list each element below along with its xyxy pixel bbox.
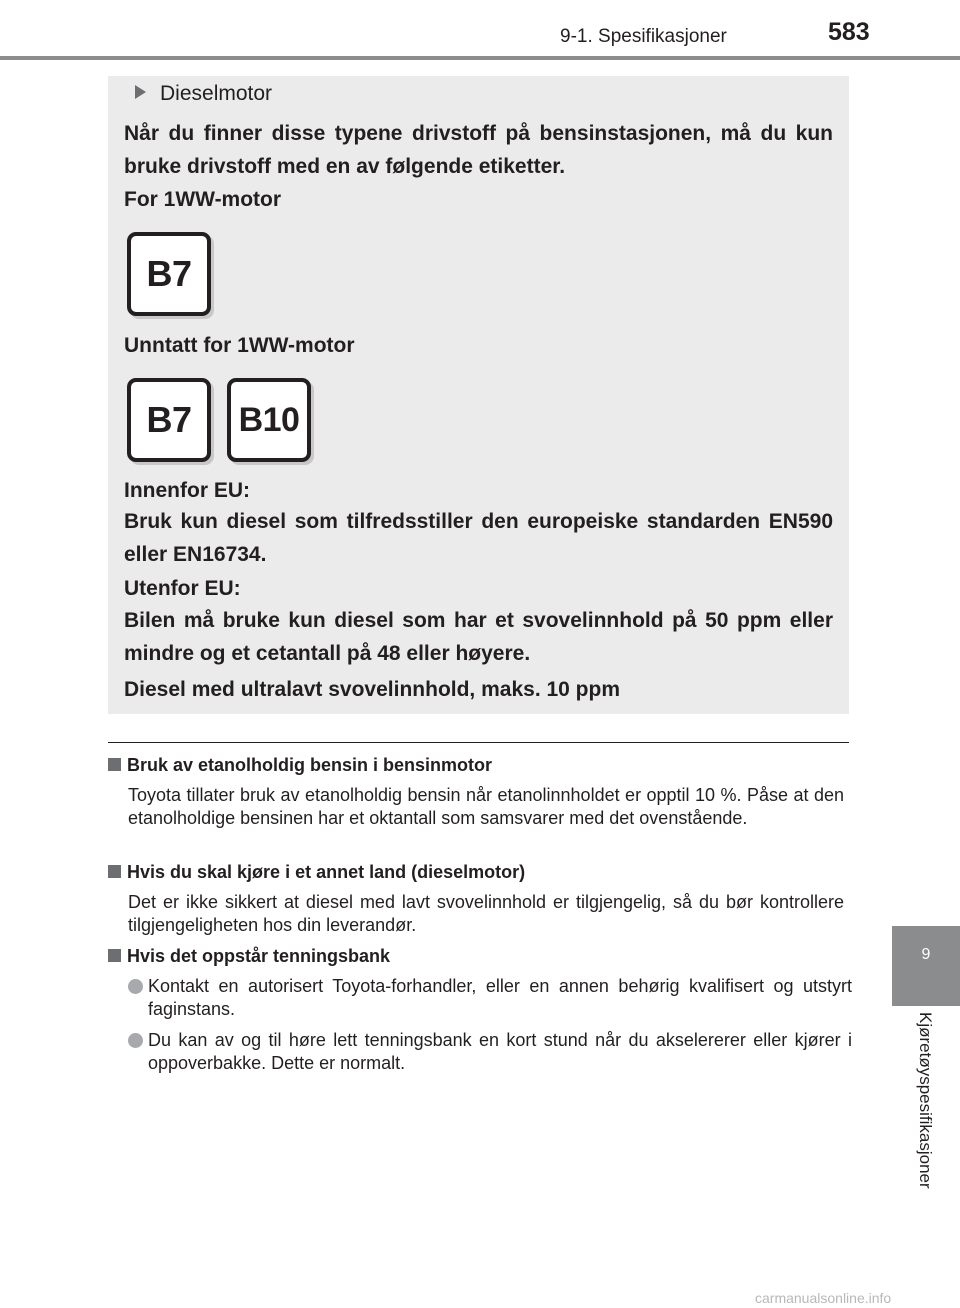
fuel-label-b7 (127, 378, 211, 462)
section-title (108, 862, 525, 883)
fuel-label-b7 (127, 232, 211, 316)
eu-title: Innenfor EU: (124, 479, 250, 502)
square-bullet-icon (108, 758, 121, 771)
header-rule (0, 56, 960, 60)
outside-eu-title: Utenfor EU: (124, 577, 241, 600)
triangle-bullet-icon (135, 85, 146, 99)
box-heading-text: Dieselmotor (160, 82, 273, 105)
for-1ww-label: For 1WW-motor (124, 188, 282, 211)
except-1ww-label: Unntatt for 1WW-motor (124, 334, 355, 357)
section-text: Det er ikke sikkert at diesel med lavt svovelinnhold er tilgjengelig, så du bør kontrollere tilgjengeligheten hos din leverandør. (128, 892, 844, 935)
box-heading (135, 82, 272, 106)
watermark: carmanualsonline.info (755, 1290, 892, 1306)
list-item (128, 1029, 852, 1075)
circle-bullet-icon (128, 1033, 143, 1048)
chapter-number: 9 (921, 946, 931, 963)
section-text: Toyota tillater bruk av etanolholdig bensin når etanolinnholdet er opptil 10 %. Påse at den etanolholdige bensinen har et oktantall som samsvarer med det ovenstående. (128, 785, 844, 828)
box-intro: Når du finner disse typene drivstoff på bensinstasjonen, må du kun bruke drivstoff med en av følgende etiketter. (124, 122, 833, 178)
eu-text: Bruk kun diesel som tilfredsstiller den europeiske standarden EN590 eller EN16734. (124, 510, 833, 566)
square-bullet-icon (108, 865, 121, 878)
fuel-label-text: B10 (238, 400, 300, 439)
ultra-low-sulfur-note: Diesel med ultralavt svovelinnhold, maks. 10 ppm (124, 678, 621, 701)
square-bullet-icon (108, 949, 121, 962)
section-title-text: Hvis du skal kjøre i et annet land (dieselmotor) (127, 862, 526, 882)
outside-eu-text: Bilen må bruke kun diesel som har et svovelinnhold på 50 ppm eller mindre og et cetantall på 48 eller høyere. (124, 609, 833, 665)
list-item-text: Du kan av og til høre lett tenningsbank en kort stund når du akselererer eller kjører i oppoverbakke. Dette er normalt. (148, 1030, 852, 1073)
list-item-text: Kontakt en autorisert Toyota-forhandler, eller en annen behørig kvalifisert og utstyrt faginstans. (148, 976, 852, 1019)
section-title-text: Hvis det oppstår tenningsbank (127, 946, 391, 966)
section-title (108, 755, 492, 776)
section-title-text: Bruk av etanolholdig bensin i bensinmotor (127, 755, 493, 775)
fuel-label-text: B7 (146, 253, 192, 294)
chapter-tab[interactable] (892, 926, 960, 1006)
fuel-label-b10 (227, 378, 311, 462)
section-header: 9-1. Spesifikasjoner (560, 26, 727, 47)
fuel-label-text: B7 (146, 399, 192, 440)
section-title (108, 946, 390, 967)
page-number: 583 (828, 18, 870, 46)
list-item (128, 975, 852, 1021)
chapter-label: Kjøretøyspesifikasjoner (916, 1012, 935, 1189)
section-divider (108, 742, 849, 743)
circle-bullet-icon (128, 979, 143, 994)
